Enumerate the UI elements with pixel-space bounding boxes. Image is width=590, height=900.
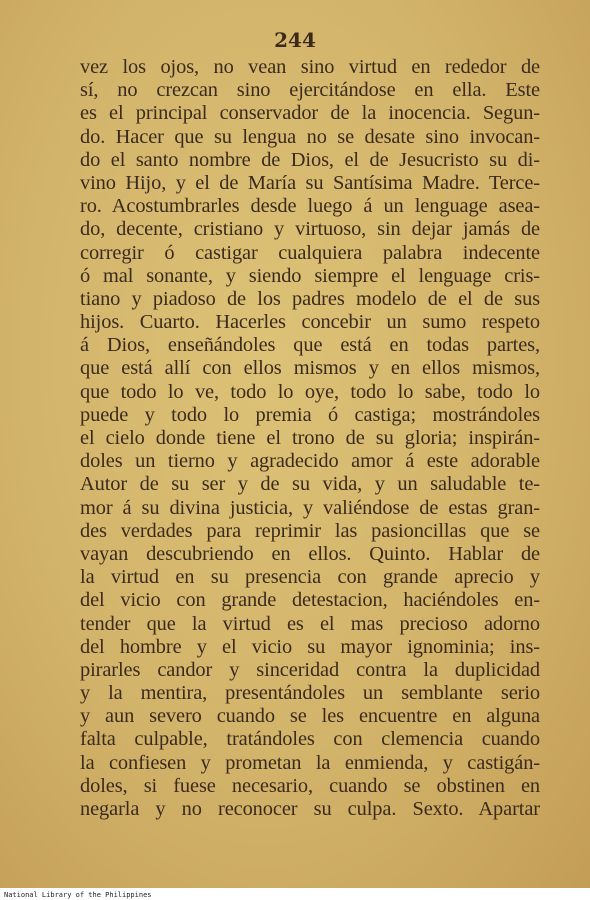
text-line: del vicio con grande detestacion, haciéndoles en-: [80, 589, 540, 612]
text-line: tender que la virtud es el mas precioso adorno: [80, 612, 540, 635]
text-line: vayan descubriendo en ellos. Quinto. Hablar de: [80, 542, 540, 565]
text-line: tiano y piadoso de los padres modelo de el de sus: [80, 287, 540, 310]
text-line: hijos. Cuarto. Hacerles concebir un sumo respeto: [80, 311, 540, 334]
text-line: do, decente, cristiano y virtuoso, sin dejar jamás de: [80, 218, 540, 241]
text-line: ó mal sonante, y siendo siempre el lenguage cris-: [80, 264, 540, 287]
text-line: vino Hijo, y el de María su Santísima Madre. Terce-: [80, 171, 540, 194]
text-line: do. Hacer que su lengua no se desate sino invocan-: [80, 125, 540, 148]
text-line: la virtud en su presencia con grande aprecio y: [80, 566, 540, 589]
text-line: doles, si fuese necesario, cuando se obstinen en: [80, 774, 540, 797]
text-line: es el principal conservador de la inocencia. Segun-: [80, 102, 540, 125]
text-line: falta culpable, tratándoles con clemencia cuando: [80, 728, 540, 751]
text-line: Autor de su ser y de su vida, y un saludable te-: [80, 473, 540, 496]
text-line: que todo lo ve, todo lo oye, todo lo sabe, todo lo: [80, 380, 540, 403]
text-line: á Dios, enseñándoles que está en todas partes,: [80, 334, 540, 357]
text-line: negarla y no reconocer su culpa. Sexto. Apartar: [80, 798, 540, 820]
text-line: y aun severo cuando se les encuentre en alguna: [80, 705, 540, 728]
text-line: des verdades para reprimir las pasioncillas que se: [80, 519, 540, 542]
text-line: la confiesen y prometan la enmienda, y castigán-: [80, 751, 540, 774]
text-line: corregir ó castigar cualquiera palabra indecente: [80, 241, 540, 264]
text-line: mor á su divina justicia, y valiéndose de estas gran-: [80, 496, 540, 519]
library-footer: National Library of the Philippines: [4, 891, 152, 899]
text-line: vez los ojos, no vean sino virtud en rededor de: [80, 56, 540, 78]
page-number: 244: [274, 28, 316, 52]
text-line: do el santo nombre de Dios, el de Jesucristo su di-: [80, 148, 540, 171]
text-line: y la mentira, presentándoles un semblante serio: [80, 682, 540, 705]
text-line: ro. Acostumbrarles desde luego á un lenguage asea-: [80, 195, 540, 218]
text-line: el cielo donde tiene el trono de su gloria; inspirán-: [80, 427, 540, 449]
text-line: del hombre y el vicio su mayor ignominia; ins-: [80, 635, 540, 658]
text-line: pirarles candor y sinceridad contra la duplicidad: [80, 658, 540, 681]
body-text: [80, 56, 540, 821]
text-line: doles un tierno y agradecido amor á este adorable: [80, 450, 540, 473]
text-line: que está allí con ellos mismos y en ellos mismos,: [80, 357, 540, 380]
text-line: sí, no crezcan sino ejercitándose en ella. Este: [80, 79, 540, 102]
text-line: puede y todo lo premia ó castiga; mostrándoles: [80, 403, 540, 426]
